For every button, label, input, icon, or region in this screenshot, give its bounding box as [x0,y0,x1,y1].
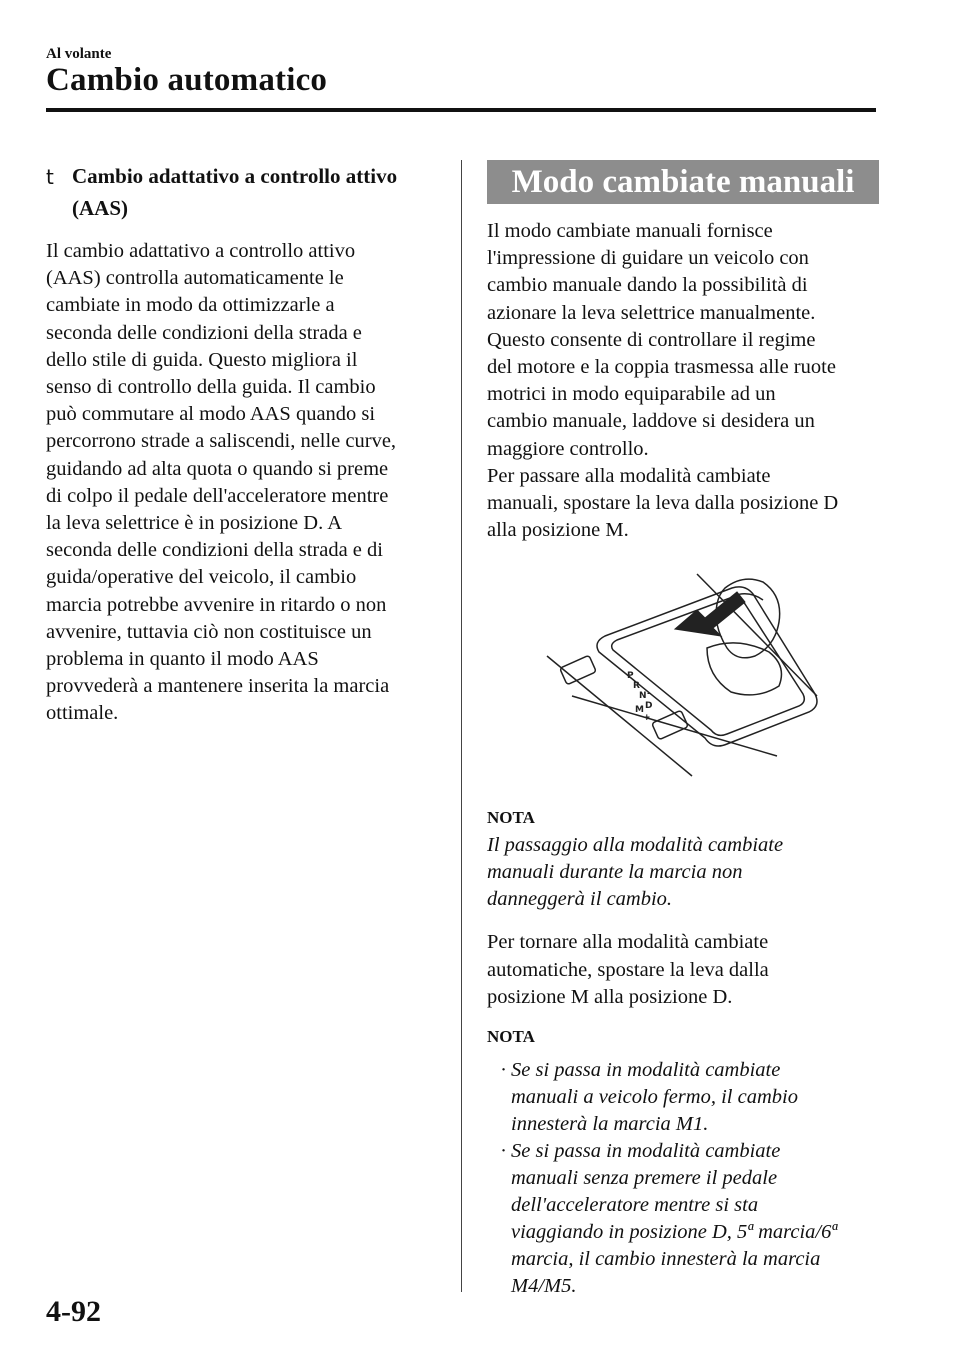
text-line: maggiore controllo. [487,437,649,460]
text-line: marcia, il cambio innesterà la marcia [511,1248,821,1271]
text-line: azionare la leva selettrice manualmente. [487,301,816,324]
heading-bullet: t [46,165,54,189]
text-line: cambio manuale, laddove si desidera un [487,410,815,433]
text-line: (AAS) controlla automaticamente le [46,267,344,290]
shift-lever-illustration [487,566,879,786]
text-line: cambiate in modo da ottimizzarle a [46,294,335,317]
text-line: Per tornare alla modalità cambiate [487,931,769,954]
text-line: posizione M alla posizione D. [487,985,733,1008]
text-line: di colpo il pedale dell'acceleratore mentre [46,484,389,507]
list-item-text [511,1057,879,1138]
text-line: provvederà a mantenere inserita la marcia [46,675,390,698]
right-column [487,160,879,1300]
indicator-button-top [560,656,597,685]
text-line: motrici in modo equiparabile ad un [487,383,776,406]
text-line: senso di controllo della guida. Il cambio [46,376,376,399]
manual-mode-intro [487,218,879,544]
text-line: può commutare al modo AAS quando si [46,403,376,426]
text-line: Questo consente di controllare il regime [487,328,816,351]
gate-label-minus: - [647,689,651,700]
text-line: avvenire, tuttavia ciò non costituisce un [46,620,372,643]
text-line: alla posizione M. [487,519,629,542]
gate-plate-outer [597,587,817,746]
gate-label-r: R [633,681,640,692]
text-line: manuali a veicolo fermo, il cambio [511,1086,798,1109]
gate-label-n: N [639,691,647,702]
list-item [487,1138,879,1300]
aas-paragraph [46,238,441,728]
text-line: innesterà la marcia M1. [511,1113,709,1136]
page-title: Cambio automatico [46,62,328,98]
section-label: Al volante [46,46,112,62]
left-column [46,160,441,728]
bullet-dot: · [500,1140,507,1163]
title-rule [46,108,876,112]
text-line: manuali durante la marcia non [487,861,743,884]
text-line: Il modo cambiate manuali fornisce [487,220,773,242]
text-line: guidando ad alta quota o quando si preme [46,457,389,480]
text-line: del motore e la coppia trasmessa alle ruote [487,356,836,379]
text-line: la leva selettrice è in posizione D. A [46,512,343,535]
text-line: Il cambio adattativo a controllo attivo [46,240,356,262]
aas-heading-line1: Cambio adattativo a controllo attivo [72,164,398,188]
text-line: automatiche, spostare la leva dalla [487,958,769,981]
gate-label-p: P [627,671,634,682]
list-item-text [511,1138,879,1300]
lever-boot [707,643,781,695]
text-line: dell'acceleratore mentre si sta [511,1194,759,1217]
text-line: seconda delle condizioni della strada e [46,321,362,344]
list-item [487,1057,879,1138]
return-auto-paragraph [487,929,879,1011]
aas-heading [46,160,441,224]
text-line: ottimale. [46,702,119,725]
text-line: Per passare alla modalità cambiate [487,464,771,487]
text-line: dello stile di guida. Questo migliora il [46,348,358,371]
text-line: cambio manuale dando la possibilità di [487,274,808,297]
text-line: percorrono strade a saliscendi, nelle curve, [46,430,397,453]
text-line: Il passaggio alla modalità cambiate [487,834,784,857]
text-line: Se si passa in modalità cambiate [511,1140,781,1163]
gate-label-plus: + [643,713,651,724]
text-line: problema in quanto il modo AAS [46,648,319,671]
note-label: NOTA [487,1027,535,1047]
text-line: manuali, spostare la leva dalla posizione D [487,492,839,515]
text-line: guida/operative del veicolo, il cambio [46,566,357,589]
text-line: danneggerà il cambio. [487,888,673,911]
text-line: viaggiando in posizione D, 5ª marcia/6ª [511,1221,838,1244]
text-line: Se si passa in modalità cambiate [511,1059,781,1082]
manual-mode-banner: Modo cambiate manuali [487,160,879,204]
column-divider [461,160,462,1292]
note-label: NOTA [487,808,535,828]
text-line: seconda delle condizioni della strada e di [46,539,383,562]
text-line: M4/M5. [511,1275,577,1298]
aas-heading-line2: (AAS) [72,196,128,220]
note-list [487,1057,879,1300]
shift-lever-drawing [487,566,879,786]
gate-label-m: M [635,705,644,716]
text-line: marcia potrebbe avvenire in ritardo o non [46,593,387,616]
console-edge-outer [547,656,692,776]
gate-label-d: D [645,701,653,712]
note-text [487,832,879,913]
bullet-dot: · [500,1059,507,1082]
page-number: 4-92 [46,1295,101,1328]
text-line: manuali senza premere il pedale [511,1167,778,1190]
text-line: l'impressione di guidare un veicolo con [487,247,809,270]
aas-heading-text [72,160,397,224]
